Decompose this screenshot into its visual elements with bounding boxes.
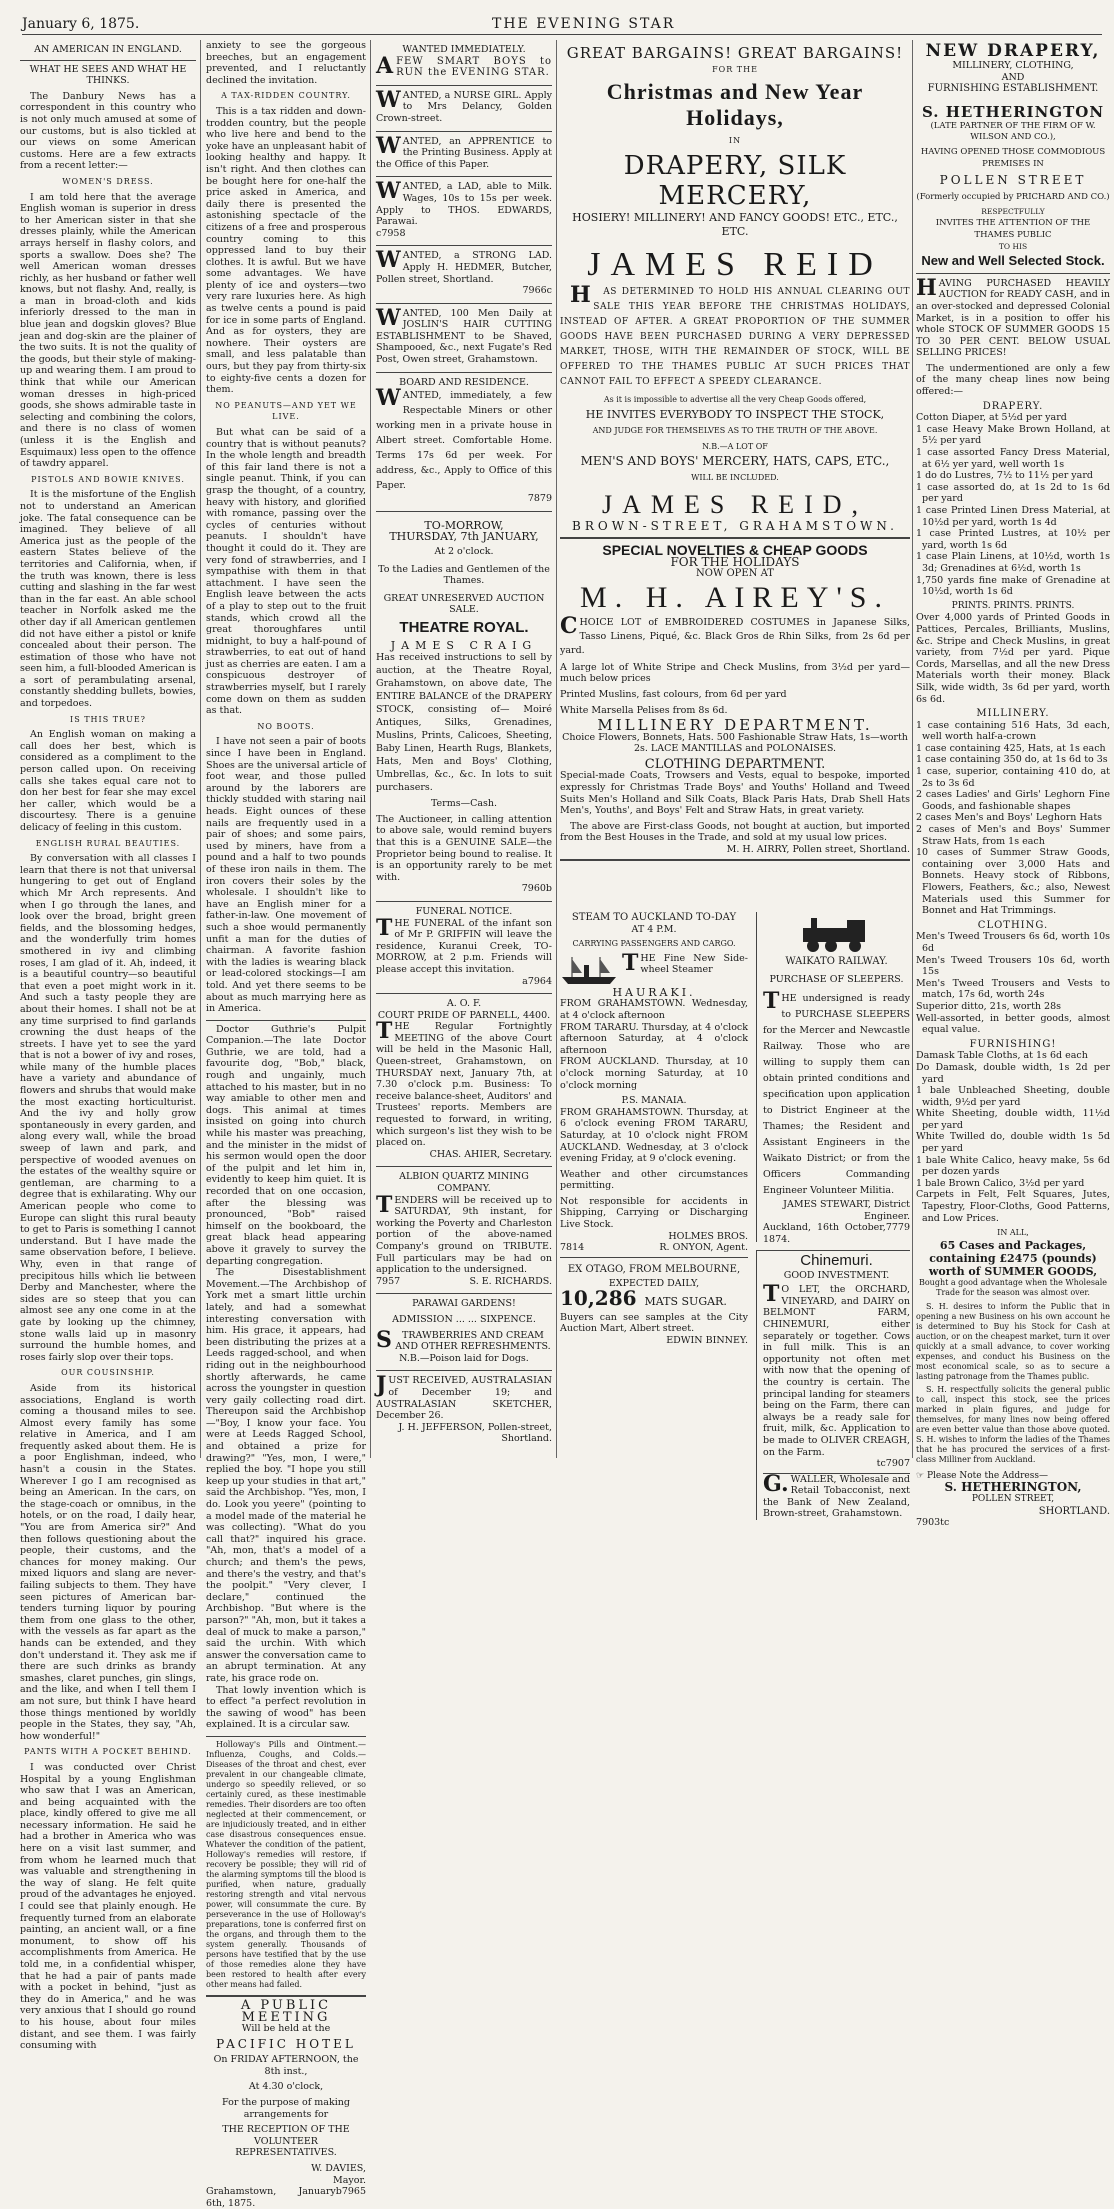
bought-note: Bought a good advantage when the Wholesale Trade for the season was almost over. <box>918 1277 1108 1297</box>
article-paragraph: This is a tax ridden and down-trodden country, but the people who live here and bend to the yoke have an unpleasant habit of looking healthy and happy. It isn't right. And then clothes can be bought here for one-half the price asked in America, and daily there is presented the astonishing spectacle of the citizens of a free and prosperous country coming to this oppressed land to buy their clothes. It is awful. But we have some advantages. We have plenty of ice and oysters—two very rare luxuries here. As high as twelve cents a pound is paid for ice in some parts of England. And as for oysters, they are nowhere. Their oysters are small, and less palatable than ours, but they pay from thirty-six to eighty-five cents a dozen for them. <box>206 105 366 396</box>
holloway-notice: Holloway's Pills and Ointment.—Influenza, Coughs, and Colds.—Diseases of the throat and chest, ever prevalent in our changeable climate, undergo so speedily relieved, or so certainly cured, as these inestimable remedies. Their disorders are too often neglected at their commencement, or are injudiciously treated, and in either case disastrous consequences ensue. Whatever the condition of the patient, Holloway's remedies will restore, if recovery be possible; they will rid of the alarming symptoms till the blood is purified, when nature, gradually restoring strength and vital nervous power, will consummate the cure. By perseverance in the use of Holloway's preparations, tone is conferred first on the organs, and through them to the system generally. Thousands of persons have testified that by the use of those remedies alone they have been restored to health after every other means had failed. <box>206 1739 366 1989</box>
railway-text: THE undersigned is ready to PURCHASE SLEEPERS for the Mercer and Newcastle Railway. Those who are willing to supply them can obtain printed conditions and specification upon application to District Engineer at the Thames; the Resident and Assistant Engineers in the Waikato District; or from the Officers Commanding Engineer Volunteer Militia. <box>763 988 910 1197</box>
meeting-date: Grahamstown, January 6th, 1875. <box>206 2186 336 2209</box>
ad-nurse-girl <box>376 86 552 132</box>
prints-heading: PRINTS. PRINTS. PRINTS. <box>951 600 1075 611</box>
meeting-line: Will be held at the <box>241 2023 331 2035</box>
steam-fine: THE Fine New Side-wheel Steamer <box>622 949 748 976</box>
ad-number: 7879 <box>527 493 552 505</box>
steamer-ship-icon <box>560 953 618 987</box>
reid-note: As it is impossible to advertise all the very Cheap Goods offered, <box>603 394 867 404</box>
locomotive-icon <box>797 914 877 954</box>
airey-costumes: CHOICE LOT of EMBROIDERED COSTUMES in Japanese Silks, Tasso Linens, Piqué, &c. Black Gros de Rhin Silks, from 2s 6d per yard. <box>560 612 910 656</box>
for-holidays: FOR THE HOLIDAYS <box>670 554 800 569</box>
furnishing-item: Do Damask, double width, 1s 2d per yard <box>916 1061 1110 1085</box>
column-hetherington <box>916 40 1110 1529</box>
solicit-note: S. H. respectfully solicits the general public to call, inspect this stock, see the prices marked in plain figures, and judge for themselves, for many lines now being offered are even better value than those above quoted. S. H. wishes to inform the ladies of the Thames that he has procured the services of a first-class Milliner from Auckland. <box>916 1384 1110 1464</box>
millinery-item: 2 cases of Men's and Boys' Summer Straw Hats, from 1s each <box>916 824 1110 847</box>
furnishing-item: Damask Table Cloths, at 1s 6d each <box>916 1050 1088 1062</box>
article-paragraph: That lowly invention which is to effect "a perfect revolution in the sawing of wood" has been explained. It is a circular saw. <box>206 1684 366 1731</box>
drapery-item: 1 case assorted do, at 1s 2d to 1s 6d per yard <box>916 481 1110 505</box>
steamer-ad <box>560 912 748 1346</box>
auction-title: GREAT UNRESERVED AUCTION SALE. <box>383 592 545 616</box>
agent-name: HOLMES BROS. <box>668 1230 748 1242</box>
ad-number: c7958 <box>376 227 406 239</box>
reid-judge: AND JUDGE FOR THEMSELVES AS TO THE TRUTH OF THE ABOVE. <box>592 425 878 435</box>
ad-heading: A. O. F. <box>446 998 482 1010</box>
ad-text: JUST RECEIVED, AUSTRALASIAN of December 19; and AUSTRALASIAN SKETCHER, December 26. <box>376 1372 552 1422</box>
article-paragraph: I am told here that the average English woman is superior in dress to her American sister in that she dresses plainly, while the American arrays herself in flashy colors, and sports a swallow. Does she? The well American woman dresses richly, as her husband or father well knows, but not flashy. And, really, is a man in broad-cloth and kids inferiorly dressed to the man in blue jean and dogskin gloves? Blue jean and dog-skin are the plainer of the two suits. It is not the quality of the goods, but their style of making-up and wearing them. I am proud to think that while our American woman dresses in high-priced goods, she shows admirable taste in selecting and combining the colors, and there is no class of women (unless it is the English and Esquimaux) less open to the offence of tawdry apparel. <box>20 191 196 470</box>
great-bargains: GREAT BARGAINS! GREAT BARGAINS! <box>566 44 904 62</box>
drapery-list <box>916 412 1110 598</box>
column-rule <box>556 40 557 1458</box>
furnishing-item: White Twilled do, double width 1s 5d per yard <box>916 1131 1110 1155</box>
buyers-note: Buyers can see samples at the City Auction Mart, Albert street. <box>560 1311 748 1335</box>
sugar-quantity: 10,286 <box>560 1286 637 1311</box>
hosiery-line: HOSIERY! MILLINERY! AND FANCY GOODS! ETC., ETC., ETC. <box>572 210 898 238</box>
article-intro: The Danbury News has a correspondent in this country who is not only much amused at some of our customs, but is also tickled at our views on some American customs. Here are a few extracts from a recent letter:— <box>20 90 196 172</box>
column-rule <box>912 40 913 1458</box>
article-paragraph: anxiety to see the gorgeous breeches, but an engagement prevented, and I reluctantly declined the invitation. <box>206 40 366 86</box>
ad-board-residence <box>376 373 552 512</box>
ad-text: WANTED, a NURSE GIRL. Apply to Mrs Delancy, Golden Crown-street. <box>376 86 552 124</box>
section-heading: IS THIS TRUE? <box>70 714 146 724</box>
ad-signature: S. E. RICHARDS. <box>469 1275 552 1287</box>
furnishing-item: White Sheeting, double width, 11½d per yard <box>916 1108 1110 1131</box>
reid-invites: HE INVITES EVERYBODY TO INSPECT THE STOCK, <box>585 408 885 422</box>
article-paragraph: But what can be said of a country that is without peanuts? In the whole length and breadth of this fair land there is not a single peanut. Think, if you can grasp the thought, of a country, heavy with history, and glorified with romance, passing over the cycles of centuries without peanuts. I shouldn't have thought it could do it. They are very fond of strawberries, and I sympathise with them in that attachment. I have seen the English leave between the acts of a play to step out to the fruit stands, which crowd all the great thoroughfares until midnight, to buy a half-pound of strawberries, to eat out of hand just as cherries are eaten. I am a conspicuous destroyer of strawberries myself, but I rarely come down on them as sudden as that. <box>206 427 366 717</box>
steam-carrying: CARRYING PASSENGERS AND CARGO. <box>572 939 736 949</box>
drapery-item: 1 case Printed Lustres, at 10½ per yard, worth 1s 6d <box>916 528 1110 551</box>
drapery-item: 1 case Printed Linen Dress Material, at 10½d per yard, worth 1s 4d <box>916 505 1110 528</box>
auction-details: Has received instructions to sell by auction, at the Theatre Royal, Grahamstown, on above date, The ENTIRE BALANCE of the DRAPERY STOCK, consisting of— Moiré Antiques, Silks, Grenadines, Muslins, Prints, Calicoes, Sheeting, Baby Linen, Hearth Rugs, Blankets, Hats, Men and Boys' Clothing, Umbrellas, &c., &c. In lots to suit purchasers. <box>376 652 552 794</box>
millinery-item: 1 case containing 350 do, at 1s 6d to 3s <box>916 754 1108 766</box>
new-stock: New and Well Selected Stock. <box>916 253 1110 274</box>
railway-purchase: PURCHASE OF SLEEPERS. <box>769 973 904 985</box>
drapery-item: 1 case Plain Linens, at 10½d, worth 1s 3d; Grenadines at 6½d, worth 1s <box>916 551 1110 574</box>
ad-strong-lad <box>376 246 552 303</box>
ad-text: WANTED, 100 Men Daily at JOSLIN'S HAIR CUTTING ESTABLISHMENT to be Shaved, Shampooed, &c., next Fugate's Red Post, Owen street, Grahamstown. <box>376 304 552 366</box>
column-rule <box>370 40 371 1458</box>
drapery-silk-mercery: DRAPERY, SILK MERCERY, <box>623 150 847 211</box>
guthrie-paragraph: Doctor Guthrie's Pulpit Companion.—The late Doctor Guthrie, we are told, had a favourite dog, "Bob," black, rough and ungainly, much attached to his master, but in no way amiable to other men and dogs. This animal at times insisted on going into church while his master was preaching, and the minister in the midst of his sermon would open the door of the pulpit and let him in, evidently to keep him quiet. It is recorded that on one occasion, after the blessing was pronounced, "Bob" raised himself on the bookboard, the great black head appearing above it gravely to survey the departing congregation. <box>206 1023 366 1267</box>
meeting-line: On FRIDAY AFTERNOON, the 8th inst., <box>213 2054 359 2077</box>
purchased-heavily: HAVING PURCHASED HEAVILY AUCTION for READY CASH, and in an over-stocked and depressed Colonial Market, is in a position to offer his whole STOCK OF SUMMER GOODS 15 TO 30 PER CENT. BELOW USUAL SELLING PRICES! <box>916 274 1110 359</box>
late-partner: (LATE PARTNER OF THE FIRM OF W. WILSON AND CO.), <box>930 120 1096 143</box>
airey-signature: M. H. AIRRY, Pollen street, Shortland. <box>560 844 910 861</box>
ad-signature: J. H. JEFFERSON, Pollen-street, Shortland. <box>398 1421 552 1445</box>
section-heading: OUR COUSINSHIP. <box>61 1368 155 1378</box>
furnishing-item: 1 bale White Calico, heavy make, 5s 6d per dozen yards <box>916 1154 1110 1178</box>
invites-attention: INVITES THE ATTENTION OF THE THAMES PUBLIC <box>935 217 1091 240</box>
railway-date: Auckland, 16th October, 1874. <box>763 1222 886 1245</box>
millinery-list <box>916 720 1110 917</box>
furnishing-list <box>916 1050 1110 1224</box>
ad-text: TENDERS will be received up to SATURDAY, 9th instant, for working the Poverty and Charleston portion of the above-named Company's ground on TRIBUTE. Full particulars may be had on application to the undersigned. <box>376 1191 552 1276</box>
ad-number: a7964 <box>522 975 552 987</box>
meeting-line: THE RECEPTION OF THE VOLUNTEER REPRESENTATIVES. <box>222 2124 350 2159</box>
auction-terms: Terms—Cash. <box>430 798 498 810</box>
ad-number: 7957 <box>376 1275 401 1287</box>
meeting-venue: PACIFIC HOTEL <box>216 2036 356 2051</box>
meeting-signature: W. DAVIES, <box>311 2163 366 2175</box>
millinery-heading: MILLINERY. <box>976 708 1050 720</box>
chinemuri-heading: Chinemuri. <box>800 1252 873 1269</box>
airey-muslins: A large lot of White Stripe and Check Muslins, from 3½d per yard—much below prices <box>560 661 910 685</box>
auction-audience: To the Ladies and Gentlemen of the Thames. <box>378 563 550 587</box>
ad-number: tc7907 <box>876 1458 910 1470</box>
ad-number: 7779 <box>885 1222 910 1234</box>
clothing-item: Well-assorted, in better goods, almost equal value. <box>916 1012 1110 1036</box>
to-his: TO HIS <box>998 242 1028 252</box>
ad-signature: EDWIN BINNEY. <box>666 1334 748 1346</box>
ad-number: 7814 <box>560 1242 585 1254</box>
respectfully: RESPECTFULLY <box>981 207 1045 217</box>
ad-albion-mining <box>376 1167 552 1294</box>
theatre-royal: THEATRE ROYAL. <box>399 619 529 636</box>
ad-australasian <box>376 1371 552 1451</box>
clothing-item: Men's Tweed Trousers and Vests to match, 17s 6d, worth 24s <box>916 977 1110 1001</box>
auction-day: TO-MORROW, <box>424 518 504 532</box>
disestablishment-paragraph: The Disestablishment Movement.—The Archbishop of York met a smart little urchin lately, and had a somewhat interesting conversation with him. His grace, it appears, had been distributing the prizes at a Leeds ragged-school, and when riding out in the neighbourhood shortly afterwards, he came across the youngster in question very gaily collecting road dirt. Thereupon said the Archbishop—"Boy, I know your face. You were at Leeds Ragged School, and obtained a prize for drawing?" "Yes, mon, I were," replied the boy. "I hope you still keep up your studies in that art," said the Archbishop. "Yes, mon, I do. Look you yeere" (pointing to a model made of the material he was collecting). "What do you call that?" inquired his grace. "Ah, mon, that's a model of a church; and them's the pews, and there's the vestry, and that's the poolpit." "Very clever, I declare," continued the Archbishop. "But where is the parson?" "Ah, mon, but it takes a deal of muck to make a parson," said the urchin. With which answer the conversation came to an abrupt termination. At any rate, his grace rode on. <box>206 1267 366 1684</box>
meeting-title: A PUBLIC MEETING <box>240 1997 332 2025</box>
ad-text: THE Regular Fortnightly MEETING of the above Court will be held in the Masonic Hall, Queen-street, Grahamstown, on THURSDAY next, January 7th, at 7.30 o'clock p.m. Business: To receive balance-sheet, Auditors' and Trustees' reports. Members are requested to forward, in writing, which surgeon's list they wish to be placed on. <box>376 1018 552 1149</box>
furnishing-item: 1 bale Brown Calico, 3½d per yard <box>916 1177 1085 1189</box>
clothing-heading: CLOTHING. <box>977 919 1049 931</box>
ad-note: N.B.—Poison laid for Dogs. <box>399 1352 529 1364</box>
special-novelties: SPECIAL NOVELTIES & CHEAP GOODS <box>602 541 868 558</box>
issue-date: January 6, 1875. <box>22 16 140 32</box>
clothing-item: Men's Tweed Trousers 10s 6d, worth 15s <box>916 954 1110 978</box>
furnishing-heading: FURNISHING! <box>969 1038 1057 1050</box>
clothing-text: Special-made Coats, Trowsers and Vests, equal to bespoke, imported expressly for Christmas Trade Boys' and Youths' Holland and Tweed Suits Men's Holland and Silk Coats, Black Paris Hats, Drab Shell Hats Men's, Youths', and Boys' Felt and Straw Hats, in great variety. <box>560 770 910 817</box>
airey-printed: Printed Muslins, fast colours, from 6d per yard <box>560 688 787 700</box>
waikato-railway-ad <box>756 912 910 1245</box>
address-note: ☞ Please Note the Address— <box>916 1470 1048 1481</box>
millinery-text: Choice Flowers, Bonnets, Hats. 500 Fashionable Straw Hats, 1s—worth 2s. LACE MANTILLAS and POLONAISES. <box>562 731 908 755</box>
address-town: SHORTLAND. <box>1038 1505 1110 1517</box>
millinery-item: 1 case, superior, containing 410 do, at 2s to 3s 6d <box>916 766 1110 789</box>
now-open: NOW OPEN AT <box>696 568 774 580</box>
ad-subheading: COURT PRIDE OF PARNELL, 4400. <box>377 1009 551 1021</box>
auction-note: The Auctioneer, in calling attention to above sale, would remind buyers that this is a GENUINE SALE—the Proprietor being bound to realise. It is an opportunity rarely to be met with. <box>376 813 552 883</box>
ad-parawai-gardens <box>376 1294 552 1371</box>
desire-note: S. H. desires to inform the Public that in opening a new Business on his own account he is determined to Buy his Stock for Cash at auction, or on the cheapest market, turn it over quickly at a small advance, to cover working expenses, and conduct his Business on the most economical scale, so as to secure a lasting patronage from the Thames public. <box>916 1301 1110 1381</box>
ad-for: FOR THE <box>712 64 758 74</box>
reid-nb: N.B.—A LOT OF <box>702 441 768 451</box>
ad-text: WANTED, a STRONG LAD. Apply H. HEDMER, Butcher, Pollen street, Shortland. <box>376 247 552 285</box>
ad-funeral <box>376 902 552 994</box>
section-heading: PANTS WITH A POCKET BEHIND. <box>24 1747 192 1757</box>
chinemuri-text: TO LET, the ORCHARD, VINEYARD, and DAIRY on BELMONT FARM, CHINEMURI, either separately or together. Cows in full milk. This is an opportunity not often met with now that the opening of the country is certain. The principal landing for steamers being on the Farm, there can always be a ready sale for fruit, milk, &c. Application to be made to OLIVER CREAGH, on the Farm. <box>763 1281 910 1458</box>
address-name: S. HETHERINGTON, <box>944 1480 1082 1495</box>
address-street: POLLEN STREET, <box>971 1494 1055 1504</box>
ad-court-pride <box>376 994 552 1167</box>
column-rule <box>200 40 201 1458</box>
auction-time: At 2 o'clock. <box>434 546 494 558</box>
note-text: Please Note the Address— <box>926 1470 1048 1481</box>
ad-heading: FUNERAL NOTICE. <box>415 905 513 917</box>
section-heading: PISTOLS AND BOWIE KNIVES. <box>31 474 185 484</box>
millinery-item: 2 cases Men's and Boys' Leghorn Hats <box>916 812 1103 824</box>
schedule: FROM GRAHAMSTOWN. Thursday, at 6 o'clock evening FROM TARARU, Saturday, at 10 o'clock night FROM AUCKLAND. Wednesday, at 3 o'clock evening Friday, at 9 o'clock evening. <box>560 1106 748 1165</box>
formerly: (Formerly occupied by PRICHARD AND CO.) <box>916 191 1110 202</box>
page-header <box>22 14 1102 35</box>
ad-text: WANTED, an APPRENTICE to the Printing Business. Apply at the Office of this Paper. <box>376 132 552 170</box>
railway-heading: WAIKATO RAILWAY. <box>785 956 888 967</box>
james-reid-signature: JAMES REID, <box>601 490 868 520</box>
ad-hair-cutting <box>376 304 552 373</box>
ad-signature: CHAS. AHIER, Secretary. <box>429 1148 552 1160</box>
furnishing-establishment: FURNISHING ESTABLISHMENT. <box>927 83 1099 95</box>
schedule: FROM GRAHAMSTOWN. Wednesday, at 4 o'clock afternoon <box>560 998 748 1021</box>
reid-mens: MEN'S AND BOYS' MERCERY, HATS, CAPS, ETC., <box>580 454 890 469</box>
schedule: FROM TARARU. Thursday, at 4 o'clock afternoon Saturday, at 4 o'clock afternoon <box>560 1021 748 1056</box>
new-drapery: NEW DRAPERY, <box>925 41 1101 61</box>
undermentioned: The undermentioned are only a few of the many cheap lines now being offered:— <box>916 362 1110 398</box>
ad-lad-milk <box>376 177 552 246</box>
ad-text: WANTED, immediately, a few Respectable Miners or other working men in a private house in Albert street. Comfortable Home. Terms 17s 6d per week. For address, &c., Apply to Office of this Paper. <box>376 385 552 492</box>
meeting-line: At 4.30 o'clock, <box>248 2081 324 2093</box>
millinery-clothing: MILLINERY, CLOTHING, <box>952 60 1074 71</box>
article-paragraph: Aside from its historical associations, England is worth coming a thousand miles to see. Almost every family has some relative in America, and I am frequently asked about them. He is a poor Englishman, indeed, who hasn't a cousin in the States. Wherever I go I am recognised as being an American. In the cars, on the stage-coach or omnibus, in the hotels, or on the road, I daily hear, "You are from America sir?" And then follows questioning about the people, their customs, and the chances for money making. Our mixed liquors and slang are never-failing subjects to them. They have seen pictures of American bar-tenders turning liquor by pouring them from one glass to the other, with the vessels as far apart as the hands can be extended, and they don't understand it. They ask me if there are such drinks as brandy smashes, claret punches, gin slings, and the like, and when I tell them I am not sure, but think I have heard those things mentioned by worldly people in the States, they say, "Ah, how wonderful!" <box>20 1382 196 1742</box>
article-paragraph: I was conducted over Christ Hospital by a young Englishman who saw that I was an American, and being acquainted with the place, kindly offered to give me all necessary information. He said he had a brother in America who was here on a visit last summer, and from whom he learned much that was valuable and strengthening in the way of slang. He felt quite proud of the advantages he enjoyed. I could see that plainly enough. He frequently turned from an elaborate painting, an ancient wall, or a fine monument, to show off his accomplishments from America. He told me, in a confidential whisper, that he had a pair of pants made with a pocket in behind, "just as they do in America," and he was very anxious that I should go round to his house, about four miles distant, and see them. I was fairly consuming with <box>20 1761 196 2052</box>
ad-auction-sale <box>376 512 552 902</box>
otago-expected: EXPECTED DAILY, <box>608 1278 700 1290</box>
ad-text: WANTED, a LAD, able to Milk. Wages, 10s to 15s per week. Apply to THOS. EDWARDS, Parawai. <box>376 178 552 228</box>
article-title: AN AMERICAN IN ENGLAND. <box>34 44 182 55</box>
ad-heading: PARAWAI GARDENS! <box>412 1298 516 1310</box>
clothing-item: Superior ditto, 21s, worth 28s <box>916 1000 1062 1012</box>
schedule: FROM AUCKLAND. Thursday, at 10 o'clock morning Saturday, at 10 o'clock morning <box>560 1056 748 1091</box>
section-heading: NO BOOTS. <box>257 721 315 731</box>
responsibility-note: Not responsible for accidents in Shipping, Carrying or Discharging Live Stock. <box>560 1195 748 1231</box>
ad-heading: BOARD AND RESIDENCE. <box>399 376 529 388</box>
meeting-line: For the purpose of making arrangements for <box>222 2097 350 2120</box>
column-two <box>206 40 366 2209</box>
section-heading: A TAX-RIDDEN COUNTRY. <box>221 91 351 101</box>
drapery-item: 1 case Heavy Make Brown Holland, at 5½ per yard <box>916 423 1110 447</box>
ad-text: AFEW SMART BOYS to RUN the EVENING STAR. <box>376 52 552 79</box>
steamer-manaia: P.S. MANAIA. <box>621 1095 687 1107</box>
ad-number: b7965 <box>335 2186 366 2198</box>
ad-number: 7903tc <box>916 1517 950 1529</box>
ad-text: THE FUNERAL of the infant son of Mr P. GRIFFIN will leave the residence, Kuranui Creek, TO-MORROW, at 2 p.m. Friends will please accept this invitation. <box>376 914 552 975</box>
ad-number: 7960b <box>521 883 552 895</box>
article-paragraph: By conversation with all classes I learn that there is not that universal hungering to get out of England which Mr Arch represents. And when I go through the lanes, and look over the broad, bright green fields, and the blossoming hedges, and the wonderfully trim homes smothered in ivy and climbing roses, I am glad of it. Ah, indeed, it is a beautiful country—so beautiful that even a poet might work in it. And such a tasty people they are about their homes. I shall not be at any time surprised to find garlands crowning the dust heaps of the streets. I have yet to see the yard that is not a bower of ivy and roses, while many of the humble places have a variety and abundance of flowers and shrubs that would make the most exacting horticulturist. And the ivy and holly grow spontaneously in every garden, and along every wall, while the broad sweep of lawn and park, and perspective of wooded avenues on the estates of the wealthy squire or gentleman, are charming to a degree that is exhilarating. Why our American people who come to Europe can slight this rural beauty to get to Paris is something I cannot understand. But I have made the same observation before, I believe. Why, even in that range of precipitous hills which lie between Derby and Manchester, where the sides are so steep that you can almost see any one come in at the gate by looking up the chimney, stone walls laid up in masonry surround the humble homes, and roses fairly slop over their tops. <box>20 853 196 1363</box>
ad-and: AND <box>1001 71 1025 83</box>
furnishing-item: 1 bale Unbleached Sheeting, double width, 9½d per yard <box>916 1085 1110 1108</box>
ad-heading: WANTED IMMEDIATELY. <box>402 44 526 55</box>
millinery-department: MILLINERY DEPARTMENT. <box>597 716 873 735</box>
james-reid: JAMES REID <box>587 245 883 283</box>
christmas-holidays: Christmas and New Year Holidays, <box>606 79 864 131</box>
having-opened: HAVING OPENED THOSE COMMODIOUS PREMISES IN <box>920 146 1106 169</box>
ad-in: IN <box>728 136 742 146</box>
millinery-item: 10 cases of Summer Straw Goods, containing over 3,000 Hats and Bonnets. Heavy stock of Ribbons, Flowers, Feathers, &c.; also, Newest Materials used this Summer for Bonnet and Hat Trimmings. <box>916 847 1110 917</box>
article-subtitle: WHAT HE SEES AND WHAT HE THINKS. <box>20 60 196 87</box>
otago-heading: EX OTAGO, FROM MELBOURNE, <box>567 1263 741 1275</box>
drapery-heading: DRAPERY. <box>982 400 1044 412</box>
auction-date: THURSDAY, 7th JANUARY, <box>389 530 539 544</box>
hetherington-name: S. HETHERINGTON <box>921 102 1105 121</box>
furnishing-item: Carpets in Felt, Felt Squares, Jutes, Tapestry, Floor-Cloths, Good Patterns, and Low Prices. <box>916 1189 1110 1224</box>
reid-announcement: HAS DETERMINED TO HOLD HIS ANNUAL CLEARING OUT SALE THIS YEAR BEFORE THE CHRISTMAS HOLIDAYS, INSTEAD OF AFTER. A GREAT PROPORTION OF THE SUMMER GOODS HAVE BEEN PURCHASED DURING A VERY DEPRESSED MARKET, THOSE, WITH THE REMAINDER OF STOCK, WILL BE OFFERED TO THE THAMES PUBLIC AT SUCH PRICES THAT CANNOT FAIL TO EFFECT A SPEEDY CLEARANCE. <box>560 281 910 387</box>
article-paragraph: It is the misfortune of the English not to understand an American joke. The fatal consequence can be imagined. They believe of all America just as the people of the eastern States believe of the territories and California, when, if the truth was known, there is less cutting and slashing in the far west than in the far east. An able school teacher in Norfolk asked me the other day if all American gentlemen did not have either a pistol or knife concealed about their person. The estimation of those who have not seen him, a full-blooded American is a sort of perambulating arsenal, constantly shedding bullets, bowies, and torpedoes. <box>20 489 196 710</box>
reid-included: WILL BE INCLUDED. <box>691 472 779 482</box>
waller-ad: G.WALLER, Wholesale and Retail Tobacconist, next the Bank of New Zealand, Brown-street, Grahamstown. <box>763 1470 910 1520</box>
clothing-item: Men's Tweed Trousers 6s 6d, worth 10s 6d <box>916 931 1110 954</box>
airey-marsella: White Marsella Pelises from 8s 6d. <box>560 704 728 716</box>
steamer-hauraki: HAURAKI. <box>612 985 696 999</box>
weather-note: Weather and other circumstances permitting. <box>560 1168 748 1192</box>
sugar-label: MATS SUGAR. <box>644 1295 727 1309</box>
airey-name: M. H. AIREY'S. <box>580 580 890 614</box>
chinemuri-ad <box>756 1250 910 1520</box>
cases-total: 65 Cases and Packages, containing £2475 (pounds) worth of SUMMER GOODS, <box>928 1238 1098 1278</box>
ad-number: 7966c <box>522 285 552 297</box>
ad-admission: ADMISSION ... ... SIXPENCE. <box>392 1313 536 1325</box>
ad-text: STRAWBERRIES AND CREAM AND OTHER REFRESHMENTS. <box>376 1326 551 1353</box>
reid-address: BROWN-STREET, GRAHAMSTOWN. <box>560 521 910 539</box>
clothing-department: CLOTHING DEPARTMENT. <box>644 756 826 772</box>
auctioneer-name: JAMES CRAIG <box>390 638 538 652</box>
clothing-list <box>916 931 1110 1035</box>
agent-name: R. ONYON, Agent. <box>659 1242 748 1254</box>
railway-signature: JAMES STEWART, District Engineer. <box>783 1199 910 1222</box>
millinery-item: 1 case containing 516 Hats, 3d each, well worth half-a-crown <box>916 719 1110 743</box>
pollen-street: POLLEN STREET <box>939 173 1087 188</box>
in-all: IN ALL, <box>997 1228 1029 1238</box>
column-classifieds <box>376 40 552 1458</box>
millinery-item: 2 cases Ladies' and Girls' Leghorn Fine Goods, and fashionable shapes <box>916 789 1110 812</box>
steam-heading: STEAM TO AUCKLAND TO-DAY <box>571 912 737 923</box>
millinery-item: 1 case containing 425, Hats, at 1s each <box>916 742 1106 754</box>
meeting-signature: Mayor. <box>333 2174 366 2186</box>
column-drapery-ads <box>560 40 910 1520</box>
drapery-item: 1 case assorted Fancy Dress Material, at 6½ yer yard, well worth 1s <box>916 447 1110 470</box>
section-heading: WOMEN'S DRESS. <box>62 176 154 186</box>
section-heading: NO PEANUTS—AND YET WE LIVE. <box>215 400 357 422</box>
airey-note: The above are First-class Goods, not bought at auction, but imported from the Best Houses in the Trade, and sold at my usual low prices. <box>560 820 910 844</box>
ad-heading: ALBION QUARTZ MINING COMPANY. <box>399 1171 529 1194</box>
chinemuri-sub: GOOD INVESTMENT. <box>783 1269 890 1281</box>
steam-time: AT 4 P.M. <box>631 923 677 935</box>
drapery-item: 1,750 yards fine make of Grenadine at 10½d, worth 1s 6d <box>916 574 1110 598</box>
drapery-item: 1 do do Lustres, 7½ to 11½ per yard <box>916 470 1093 482</box>
section-heading: ENGLISH RURAL BEAUTIES. <box>35 838 181 848</box>
prints-text: Over 4,000 yards of Printed Goods in Pattices, Percales, Brilliants, Muslins, &c. Stripe and Check Muslins, in great variety, from 7½d per yard. Pique Cords, Marsellas, and all the new Dress Materials worth their money. Black Silk, wide width, 3s 6d per yard, worth 6s 6d. <box>916 612 1110 705</box>
article-paragraph: An English woman on making a call does her best, which is considered as a compliment to the person called upon. On receiving calls she takes equal care not to don her best for fear she may excel her caller, which would be a discourtesy. There is a genuine delicacy of feeling in this custom. <box>20 729 196 833</box>
ad-apprentice <box>376 132 552 178</box>
article-paragraph: I have not seen a pair of boots since I have been in England. Shoes are the universal article of foot wear, and those pulled around by the laborers are thickly studded with staring nail heads. Eight ounces of these nails are frequently used in a pair of shoes; and some pairs, used by miners, have from a pound and a half to two pounds of these iron nails in them. The iron covers their soles by the wholesale. I shouldn't like to have an English miner for a father-in-law. One movement of such a shoe would permanently unfit a man for the duties of chairman. A favorite fashion with the ladies is wearing black or lead-colored stockings—I am told. And yet there seems to be about as much marrying here as in America. <box>206 736 366 1015</box>
drapery-item: Cotton Diaper, at 5½d per yard <box>916 412 1067 424</box>
column-american-in-england <box>20 40 196 2052</box>
paper-title: THE EVENING STAR <box>492 16 676 32</box>
ad-wanted-boys <box>376 40 552 86</box>
